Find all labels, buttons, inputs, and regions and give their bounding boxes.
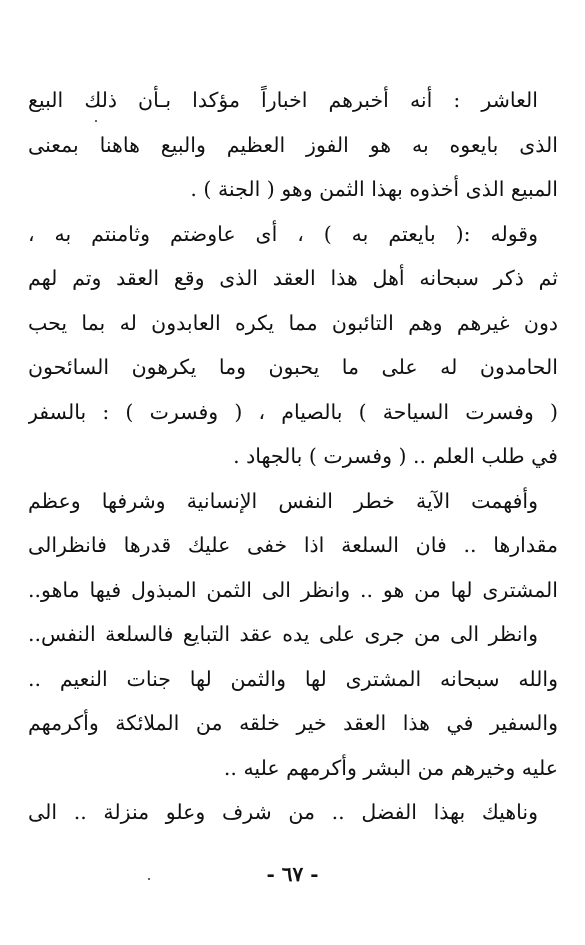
text-line: وقوله :( بايعتم به ) ، أى عاوضتم وثامنتم به ، [28, 221, 538, 246]
text-line: والله سبحانه المشترى لها والثمن لها جنات النعيم .. [28, 666, 558, 691]
text-line: المبيع الذى أخذوه بهذا الثمن وهو ( الجنة ) . [190, 177, 558, 201]
text-line: مقدارها .. فان السلعة اذا خفى عليك قدرها فانظرالى [28, 533, 558, 557]
text-line: ( وفسرت السياحة ) بالصيام ، ( وفسرت ) : بالسفر [28, 399, 558, 424]
scan-speck [95, 120, 97, 122]
text-line: وأفهمت الآية خطر النفس الإنسانية وشرفها وعظم [28, 488, 538, 513]
text-line: المشترى لها من هو .. وانظر الى الثمن المبذول فيها ماهو.. [28, 577, 558, 602]
scan-speck [148, 878, 150, 880]
text-line: الذى بايعوه به هو الفوز العظيم والبيع هاهنا بمعنى [28, 132, 558, 157]
text-line: والسفير في هذا العقد خير خلقه من الملائكة وأكرمهم [28, 711, 558, 735]
text-line: عليه وخيرهم من البشر وأكرمهم عليه .. [223, 755, 558, 780]
text-line: وناهيك بهذا الفضل .. من شرف وعلو منزلة .. الى [28, 800, 538, 824]
body-text [28, 78, 558, 835]
text-line: في طلب العلم .. ( وفسرت ) بالجهاد . [233, 444, 558, 468]
text-line: العاشر : أنه أخبرهم اخباراً مؤكدا بـأن ذلك البيع [28, 88, 538, 112]
page-number: - ٦٧ - [266, 862, 319, 886]
text-line: ثم ذكر سبحانه أهل هذا العقد الذى وقع العقد وتم لهم [28, 266, 558, 290]
text-line: دون غيرهم وهم التائبون مما يكره العابدون له بما يحب [28, 310, 558, 335]
text-line: وانظر الى من جرى على يده عقد التبايع فالسلعة النفس.. [28, 622, 538, 646]
text-line: الحامدون له على ما يحبون وما يكرهون السائحون [28, 355, 558, 379]
